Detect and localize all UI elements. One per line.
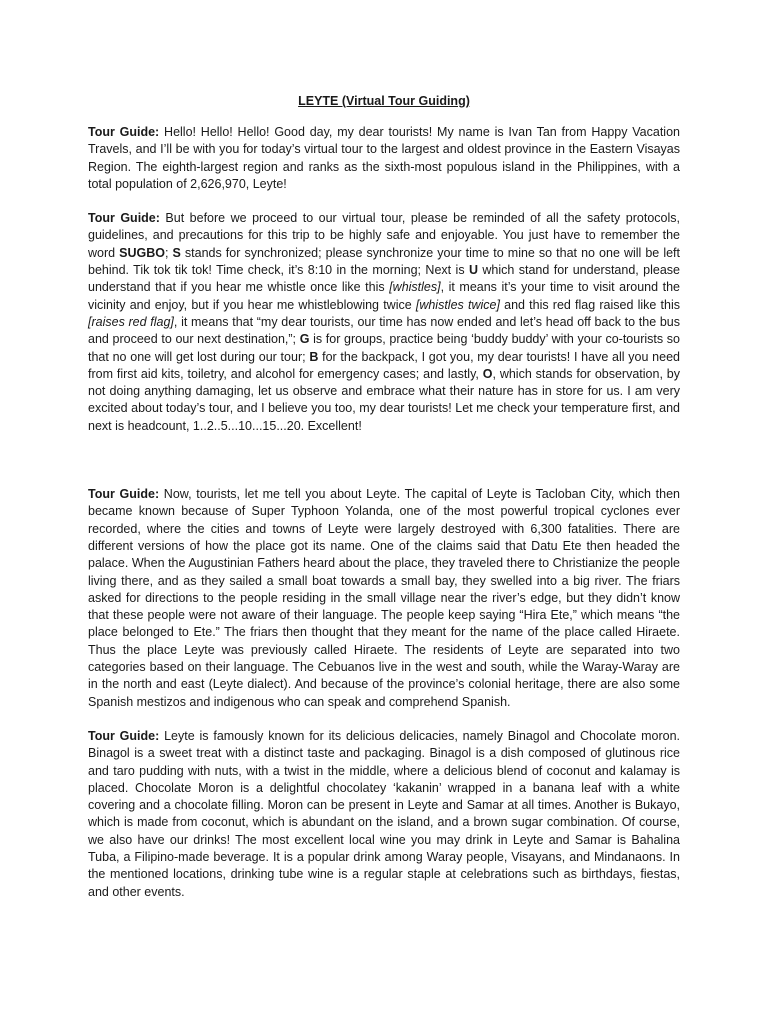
paragraph-safety: Tour Guide: But before we proceed to our virtual tour, please be reminded of all the safety protocols, guidelines, and precautions for this trip to be highly safe and enjoyable. You just have to remember the word SUGBO; S stands for synchronized; please synchronize your time to mine so that no one will be left behind. Tik tok tik tok! Time check, it’s 8:10 in the morning; Next is U which stand for understand, please understand that if you hear me whistle once like this [whistles], it means it’s your time to visit around the vicinity and enjoy, but if you hear me whistleblowing twice [whistles twice] and this red flag raised like this [raises red flag], it means that “my dear tourists, our time has now ended and let’s head off back to the bus and proceed to our next destination,”; G is for groups, practice being ‘buddy buddy’ with your co-tourists so that no one will get lost during our tour; B for the backpack, I got you, my dear tourists! I have all you need from first aid kits, toiletry, and alcohol for emergency cases; and lastly, O, which stands for observation, by not doing anything damaging, let us observe and embrace what their nature has in store for us. I am very excited about today’s tour, and I believe you too, my dear tourists! Let me check your temperature first, and next is headcount, 1..2..5...10...15...20. Excellent! xyxy=(88,211,680,433)
paragraph-delicacies xyxy=(88,728,680,901)
acronym-letter-u: U xyxy=(468,263,478,278)
speaker-label: Tour Guide: xyxy=(88,728,160,743)
acronym-letter-s: S xyxy=(172,245,181,260)
stage-direction: [whistles] xyxy=(389,280,441,295)
speaker-label: Tour Guide: xyxy=(88,487,160,502)
acronym-sugbo: SUGBO xyxy=(119,245,165,260)
speaker-label: Tour Guide: xyxy=(88,125,160,139)
document-title: LEYTE (Virtual Tour Guiding) xyxy=(298,94,470,108)
acronym-letter-o: O xyxy=(482,366,493,381)
stage-direction: [raises red flag] xyxy=(88,314,174,329)
acronym-letter-g: G xyxy=(299,332,310,347)
speaker-label: Tour Guide: xyxy=(88,211,160,226)
paragraph-text: Leyte is famously known for its delicious delicacies, namely Binagol and Chocolate moron. Binagol is a sweet treat with a distinct taste and packaging. Binagol is a dish composed of glutinous rice and taro pudding with nuts, with a twist in the middle, where a delicious blend of coconut and kalamay is placed. Chocolate Moron is a delightful chocolatey ‘kakanin’ wrapped in a banana leaf with a white covering and a chocolate filling. Moron can be present in Leyte and Samar at all times. Another is Bukayo, which is made from coconut, which is abundant on the island, and a brown sugar combination. Of course, we also have our drinks! The most excellent local wine you may drink in Leyte and Samar is Bahalina Tuba, a Filipino-made beverage. It is a popular drink among Waray people, Visayans, and Mindanaons. In the mentioned locations, drinking tube wine is a regular staple at celebrations such as birthdays, fiestas, and other events. xyxy=(88,728,680,899)
paragraph-text: Now, tourists, let me tell you about Leyte. The capital of Leyte is Tacloban City, which then became known because of Super Typhoon Yolanda, one of the most powerful tropical cyclones ever recorded, where the cities and towns of Leyte were largely destroyed with 6,300 fatalities. There are different versions of how the place got its name. One of the claims said that Datu Ete then headed the palace. When the Augustinian Fathers heard about the place, they traveled there to Christianize the people living there, and as they sailed a small boat towards a small bay, they swelled into a big river. The friars asked for directions to the people residing in the small village near the river’s edge, but they didn’t know that these people were not aware of their language. The people keep saying “Hira Ete,” which means “the place belonged to Ete.” The friars then thought that they meant for the name of the place called Hiraete. Thus the place Leyte was previously called Hiraete. The residents of Leyte are separated into two categories based on their language. The Cebuanos live in the west and south, while the Waray-Waray are in the north and east (Leyte dialect). And because of the province’s colonial heritage, there are also some Spanish mestizos and indigenous who can speak and comprehend Spanish. xyxy=(88,487,680,709)
paragraph-intro xyxy=(88,124,680,193)
paragraph-history xyxy=(88,486,680,711)
stage-direction: [whistles twice] xyxy=(415,297,500,312)
paragraph-text: Hello! Hello! Hello! Good day, my dear tourists! My name is Ivan Tan from Happy Vacation Travels, and I’ll be with you for today’s virtual tour to the largest and oldest province in the Eastern Visayas Region. The eighth-largest region and ranks as the sixth-most populous island in the Philippines, with a total population of 2,626,970, Leyte! xyxy=(88,125,680,191)
acronym-letter-b: B xyxy=(309,349,319,364)
